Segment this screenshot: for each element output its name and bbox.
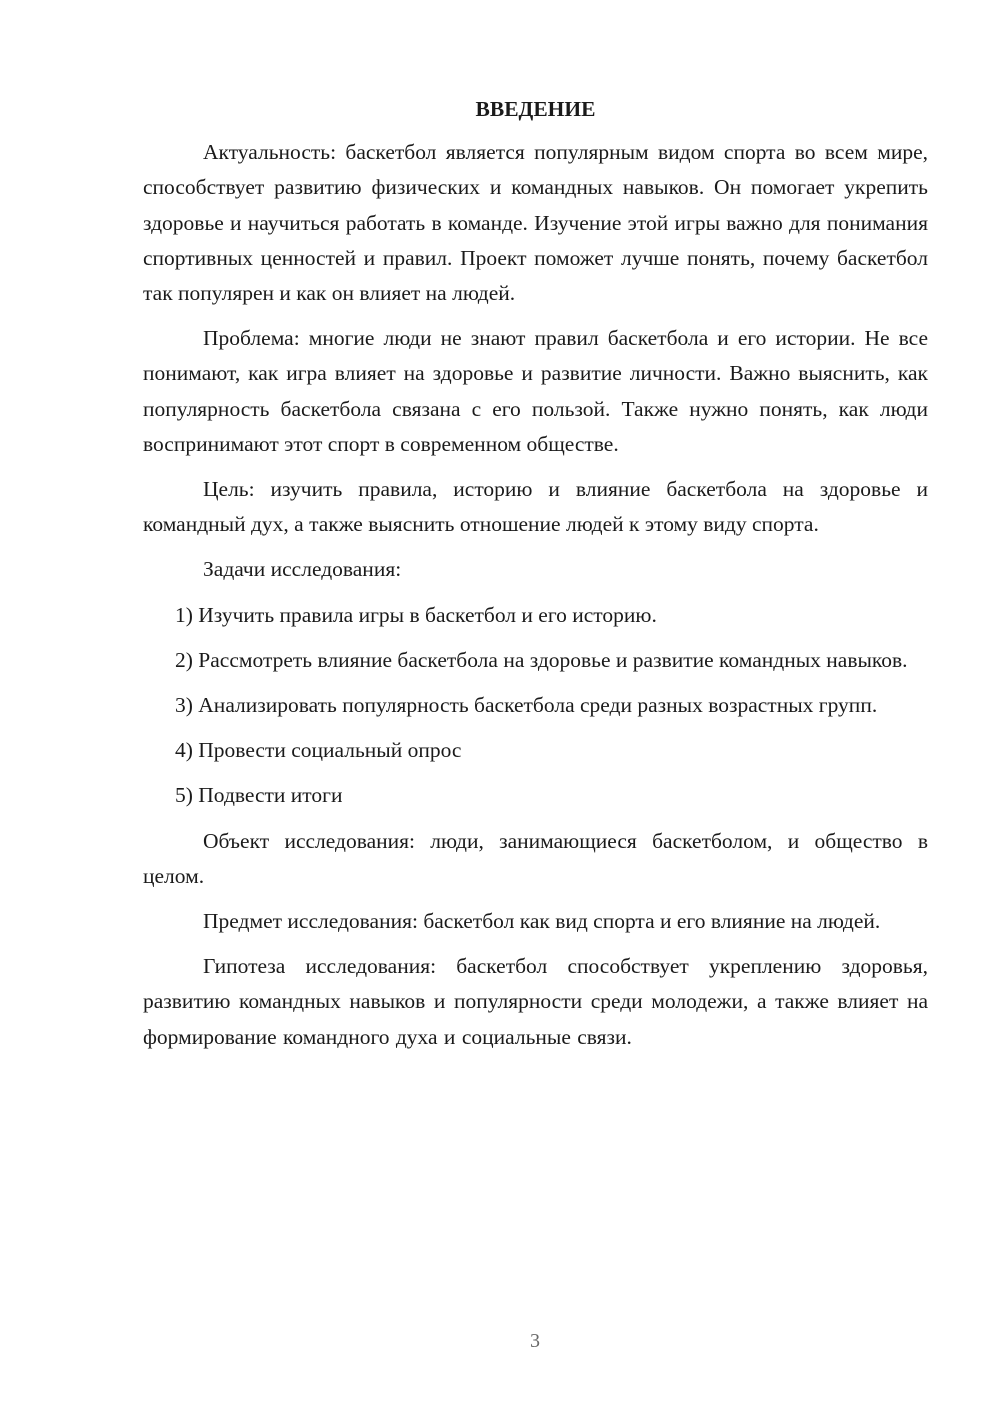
task-item: 3) Анализировать популярность баскетбола среди разных возрастных групп. [175, 693, 878, 718]
paragraph-problem: Проблема: многие люди не знают правил баскетбола и его истории. Не все понимают, как игра влияет на здоровье и развитие личности. Важно выяснить, как популярность баскетбола связана с его пользой. Также нужно понять, как люди воспринимают этот спорт в современном обществе. [143, 326, 928, 456]
tasks-heading: Задачи исследования: [203, 557, 402, 582]
document-page [143, 92, 928, 1065]
task-item: 1) Изучить правила игры в баскетбол и его историю. [175, 602, 657, 627]
paragraph-relevance: Актуальность: баскетбол является популярным видом спорта во всем мире, способствует развитию физических и командных навыков. Он помогает укрепить здоровье и научиться работать в команде. Изучение этой игры важно для понимания спортивных ценностей и правил. Проект поможет лучше понять, почему баскетбол так популярен и как он влияет на людей. [143, 140, 928, 306]
paragraph-hypothesis: Гипотеза исследования: баскетбол способствует укреплению здоровья, развитию командных навыков и популярности среди молодежи, а также влияет на формирование командного духа и социальные связи. [143, 954, 928, 1049]
paragraph-subject: Предмет исследования: баскетбол как вид спорта и его влияние на людей. [203, 909, 881, 934]
task-item: 5) Подвести итоги [175, 783, 343, 808]
page-number: 3 [530, 1330, 540, 1352]
section-title: ВВЕДЕНИЕ [475, 97, 596, 121]
task-item: 2) Рассмотреть влияние баскетбола на здоровье и развитие командных навыков. [175, 647, 908, 672]
paragraph-object: Объект исследования: люди, занимающиеся баскетболом, и общество в целом. [143, 828, 928, 888]
paragraph-goal: Цель: изучить правила, историю и влияние баскетбола на здоровье и командный дух, а также выяснить отношение людей к этому виду спорта. [143, 477, 928, 537]
task-item: 4) Провести социальный опрос [175, 738, 462, 763]
